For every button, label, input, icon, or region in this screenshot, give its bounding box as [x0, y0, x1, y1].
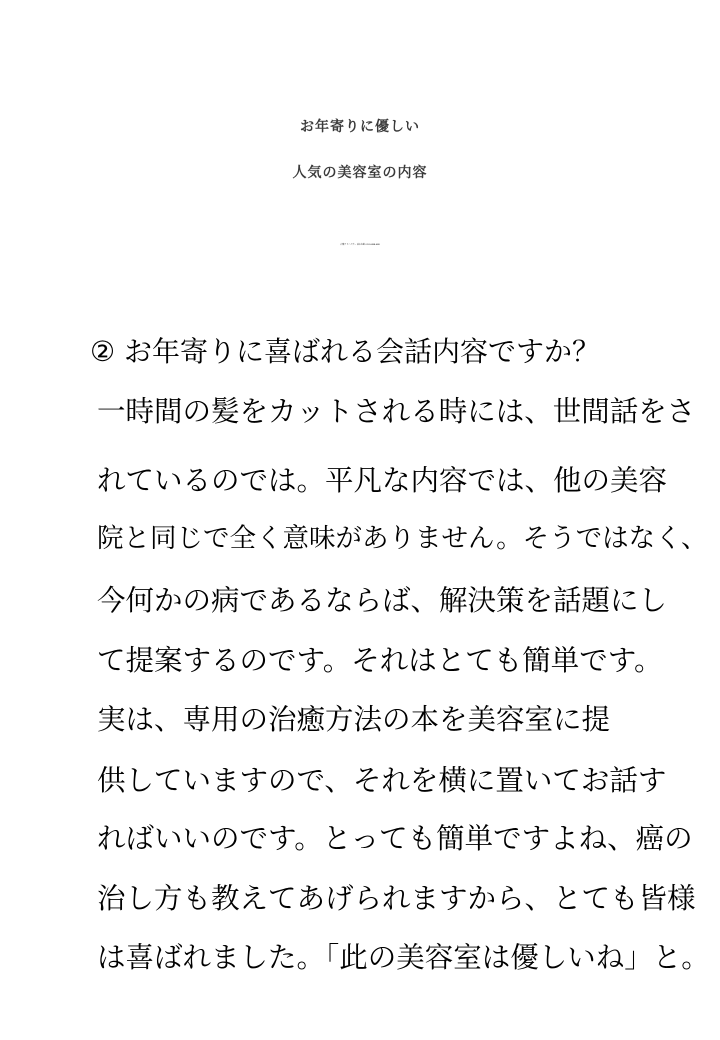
body-line: れているのでは。平凡な内容では、他の美容 [97, 464, 668, 497]
body-line: 実は、専用の治癒方法の本を美容室に提 [97, 703, 611, 736]
body-line: 院と同じで全く意味がありません。そうではなく、 [97, 523, 708, 554]
question-heading: ② お年寄りに喜ばれる会話内容ですか？ [90, 335, 601, 368]
body-line: ればいいのです。とっても簡単ですよね、癌の [97, 822, 693, 855]
body-line: 今何かの病であるならば、解決策を話題にし [97, 584, 668, 617]
body-line: は喜ばれました。「此の美容室は優しいね」と。 [97, 941, 710, 974]
title-line-2: 人気の美容室の内容 [292, 165, 428, 181]
advisor-contact: 店舗アドバイザー 福本和敏 0120-888-688 [340, 244, 380, 246]
body-line: 供していますので、それを横に置いてお話す [97, 764, 667, 797]
body-line: て提案するのです。それはとても簡単です。 [97, 644, 663, 677]
body-line: 治し方も教えてあげられますから、とても皆様 [97, 882, 696, 915]
body-line: 一時間の髪をカットされる時には、世間話をさ [97, 395, 696, 428]
title-line-1: お年寄りに優しい [300, 119, 420, 135]
